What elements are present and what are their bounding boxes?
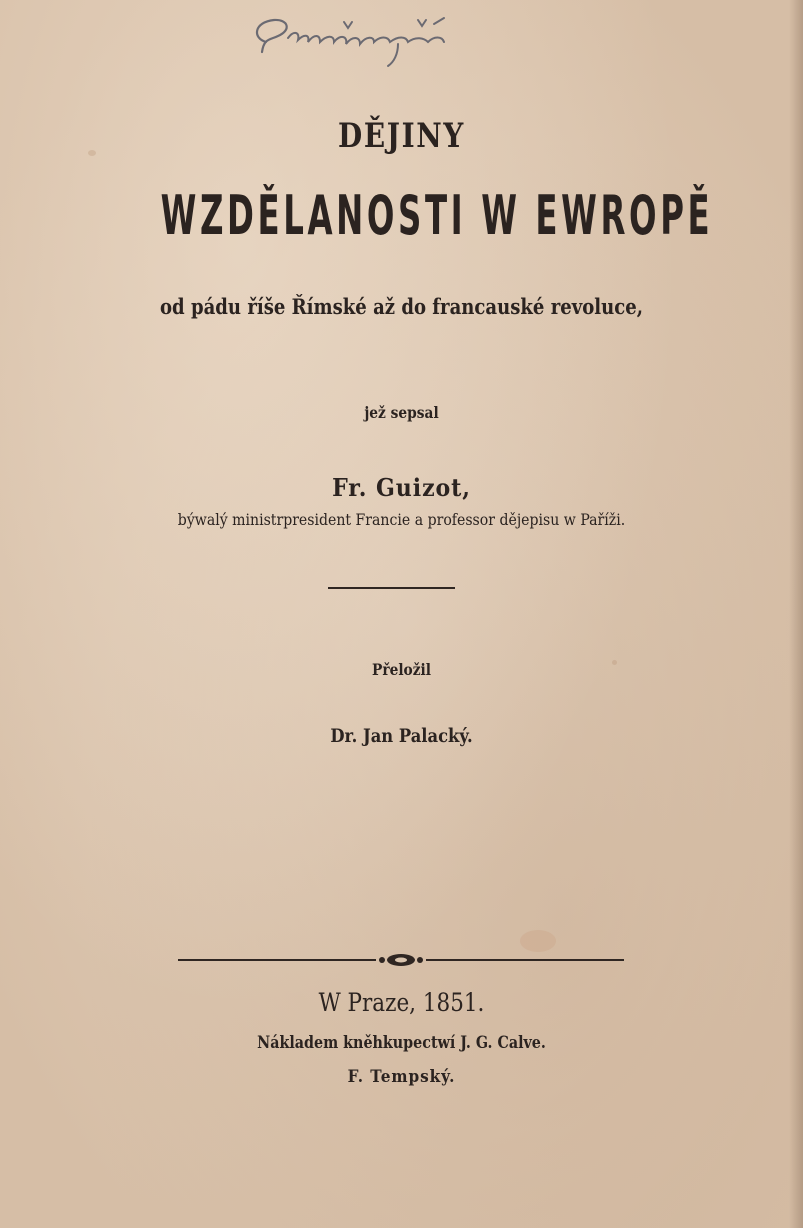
written-by-label: jež sepsal bbox=[364, 403, 439, 422]
paper-stain bbox=[520, 930, 556, 952]
title-line-1: DĚJINY bbox=[338, 116, 465, 156]
imprint-publisher: Nákladem kněhkupectwí J. G. Calve. bbox=[257, 1033, 546, 1053]
imprint-place-year: W Praze, 1851. bbox=[318, 988, 485, 1017]
page-edge-shadow bbox=[789, 0, 803, 1228]
author-description: býwalý ministrpresident Francie a professor dějepisu w Paříži. bbox=[177, 510, 626, 529]
author-name: Fr. Guizot, bbox=[332, 473, 471, 502]
ornamental-divider bbox=[176, 950, 626, 970]
divider-rule bbox=[328, 587, 455, 589]
handwritten-signature bbox=[248, 8, 468, 68]
subtitle: od pádu říše Římské až do francauské revoluce, bbox=[159, 294, 644, 319]
translator-name: Dr. Jan Palacký. bbox=[330, 725, 473, 747]
title-line-2: WZDĚLANOSTI W EWROPĚ bbox=[160, 184, 714, 247]
translated-by-label: Přeložil bbox=[371, 660, 432, 679]
imprint-publisher-name: F. Tempský. bbox=[347, 1067, 456, 1087]
